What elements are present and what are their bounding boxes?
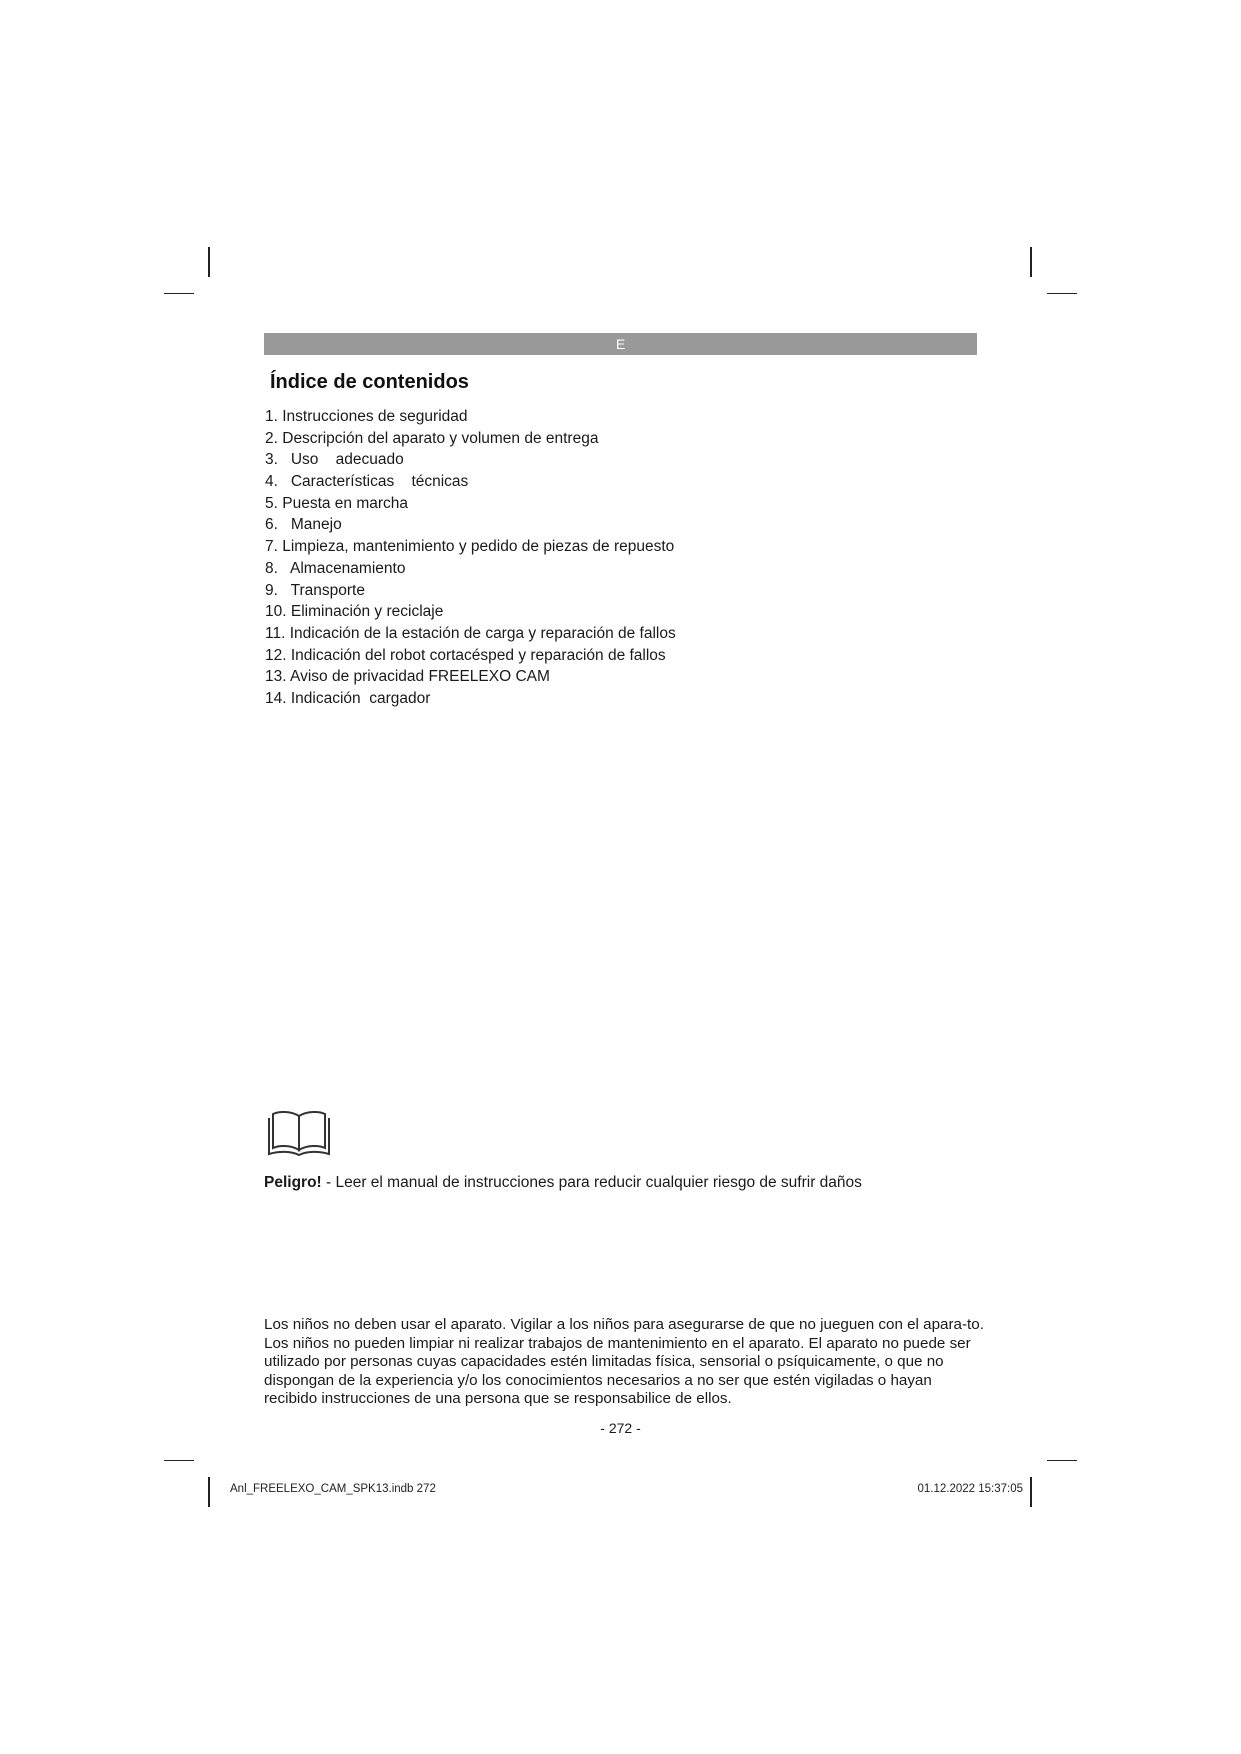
toc-item — [265, 428, 965, 450]
toc-item-label: Manejo — [277, 516, 342, 534]
language-header-bar — [264, 333, 977, 355]
toc-item-number: 13. — [265, 668, 287, 686]
warning-label: Peligro! — [264, 1174, 322, 1191]
toc-item-number: 3. — [265, 451, 278, 469]
toc-item — [265, 514, 965, 536]
toc-item — [265, 666, 965, 688]
toc-item-number: 8. — [265, 559, 278, 577]
crop-mark — [1047, 1460, 1077, 1461]
footer-file: Anl_FREELEXO_CAM_SPK13.indb 272 — [230, 1483, 436, 1495]
toc-title: Índice de contenidos — [270, 371, 469, 393]
crop-mark — [1030, 247, 1032, 277]
toc-item-label: Características técnicas — [277, 473, 469, 491]
toc-item-label: Transporte — [277, 581, 365, 599]
toc-item-number: 9. — [265, 581, 278, 599]
toc-item-number: 14. — [265, 689, 287, 707]
crop-mark — [208, 1477, 210, 1507]
children-notice: Los niños no deben usar el aparato. Vigilar a los niños para asegurarse de que no jueguen con el apara-to. Los niños no pueden limpiar ni realizar trabajos de mantenimiento en el aparato. El aparato no puede ser utilizado por personas cuyas capacidades estén limitadas física, sensorial o psíquicamente, o que no dispongan de la experiencia y/o los conocimientos necesarios a no ser que estén vigiladas o hayan recibido instrucciones de una persona que se responsabilice de ellos. — [264, 1316, 984, 1407]
toc-item-number: 11. — [265, 624, 286, 642]
toc-item — [265, 623, 965, 645]
toc-item-label: Almacenamiento — [277, 559, 406, 577]
crop-mark — [164, 293, 194, 294]
toc-item-number: 10. — [265, 603, 287, 621]
toc-item-label: Eliminación y reciclaje — [286, 603, 444, 621]
toc-item-number: 4. — [265, 473, 278, 491]
toc-item-label: Indicación del robot cortacésped y reparación de fallos — [286, 646, 666, 664]
page-number: - 272 - — [600, 1420, 641, 1436]
toc-item — [265, 645, 965, 667]
toc-item-label: Indicación cargador — [286, 689, 431, 707]
toc-item-label: Instrucciones de seguridad — [277, 408, 468, 425]
crop-mark — [1030, 1477, 1032, 1507]
crop-mark — [208, 247, 210, 277]
toc-item — [265, 471, 965, 493]
toc-item — [265, 601, 965, 623]
footer-timestamp: 01.12.2022 15:37:05 — [917, 1483, 1023, 1495]
toc-item — [265, 558, 965, 580]
warning-message: - Leer el manual de instrucciones para reducir cualquier riesgo de sufrir daños — [321, 1174, 862, 1191]
toc-item-number: 12. — [265, 646, 287, 664]
toc-item — [265, 536, 965, 558]
toc-item — [265, 406, 965, 428]
toc-item — [265, 493, 965, 515]
crop-mark — [1047, 293, 1077, 294]
book-icon — [266, 1108, 332, 1158]
toc-item-label: Aviso de privacidad FREELEXO CAM — [286, 668, 550, 686]
toc-item — [265, 580, 965, 602]
warning-text — [264, 1173, 984, 1193]
toc-item — [265, 688, 965, 710]
toc-item-label: Puesta en marcha — [277, 494, 409, 512]
toc-item-label: Descripción del aparato y volumen de entrega — [277, 429, 599, 447]
toc-item-number: 7. — [265, 538, 278, 556]
toc-item-number: 2. — [265, 429, 278, 447]
toc-item-label: Indicación de la estación de carga y reparación de fallos — [285, 624, 676, 642]
toc-item-label: Limpieza, mantenimiento y pedido de piezas de repuesto — [277, 538, 675, 556]
crop-mark — [164, 1460, 194, 1461]
toc-item — [265, 449, 965, 471]
toc-list — [265, 406, 965, 710]
toc-item-label: Uso adecuado — [277, 451, 404, 469]
language-tag: E — [615, 336, 626, 352]
toc-item-number: 1. — [265, 408, 278, 425]
toc-item-number: 5. — [265, 494, 278, 512]
toc-item-number: 6. — [265, 516, 278, 534]
